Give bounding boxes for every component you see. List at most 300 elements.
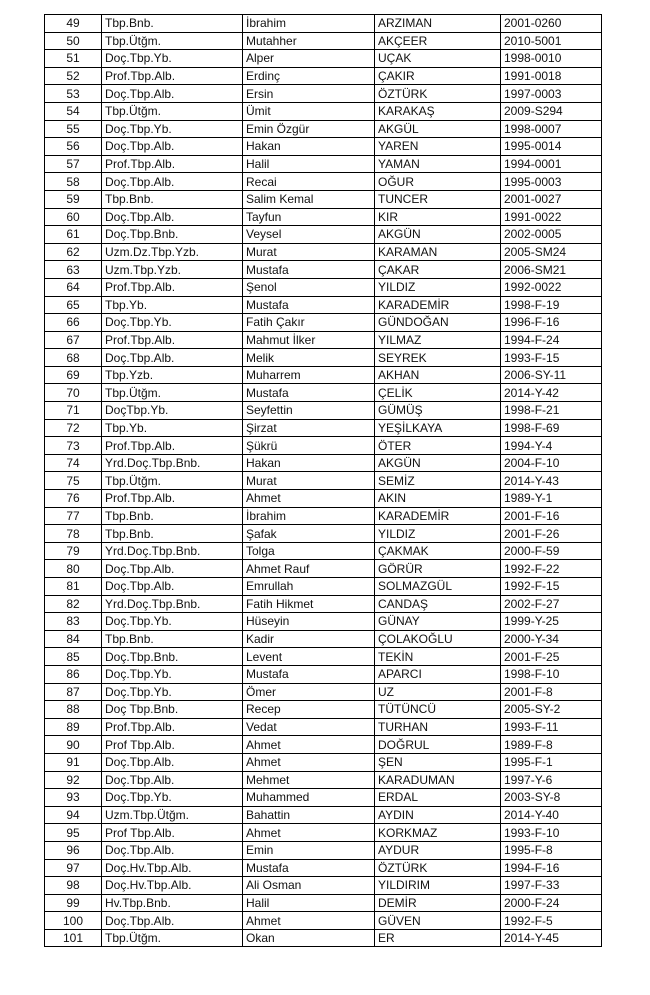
rank-cell: Doç.Tbp.Yb. [102,120,243,138]
table-row [45,841,602,859]
table-row [45,613,602,631]
registry-code-cell: 1994-F-16 [501,859,602,877]
table-row [45,507,602,525]
registry-code-cell: 1998-F-69 [501,419,602,437]
table-row [45,349,602,367]
last-name-cell: ÇELİK [375,384,501,402]
row-number: 57 [45,155,102,173]
row-number: 58 [45,173,102,191]
first-name-cell: Mahmut İlker [243,331,375,349]
registry-code-cell: 1991-0018 [501,67,602,85]
row-number: 54 [45,102,102,120]
last-name-cell: KORKMAZ [375,824,501,842]
table-row [45,437,602,455]
table-row [45,384,602,402]
rank-cell: Doç.Tbp.Yb. [102,613,243,631]
row-number: 56 [45,138,102,156]
registry-code-cell: 2014-Y-43 [501,472,602,490]
registry-code-cell: 1994-0001 [501,155,602,173]
row-number: 88 [45,701,102,719]
last-name-cell: GÜNAY [375,613,501,631]
first-name-cell: Şükrü [243,437,375,455]
registry-code-cell: 1997-Y-6 [501,771,602,789]
row-number: 72 [45,419,102,437]
rank-cell: Yrd.Doç.Tbp.Bnb. [102,542,243,560]
table-row [45,85,602,103]
row-number: 80 [45,560,102,578]
last-name-cell: YEŞİLKAYA [375,419,501,437]
registry-code-cell: 1995-F-8 [501,841,602,859]
table-row [45,877,602,895]
last-name-cell: GÖRÜR [375,560,501,578]
row-number: 86 [45,665,102,683]
row-number: 82 [45,595,102,613]
first-name-cell: Levent [243,648,375,666]
rank-cell: Tbp.Ütğm. [102,32,243,50]
first-name-cell: Ahmet [243,824,375,842]
last-name-cell: ÇAKMAK [375,542,501,560]
table-row [45,560,602,578]
rank-cell: Doç.Tbp.Alb. [102,85,243,103]
last-name-cell: TUNCER [375,190,501,208]
rank-cell: Doç.Tbp.Alb. [102,912,243,930]
last-name-cell: KARADEMİR [375,296,501,314]
registry-code-cell: 1998-F-21 [501,402,602,420]
row-number: 92 [45,771,102,789]
last-name-cell: AKGÜN [375,454,501,472]
rank-cell: Doç.Tbp.Alb. [102,578,243,596]
registry-code-cell: 2000-Y-34 [501,630,602,648]
rank-cell: Prof.Tbp.Alb. [102,155,243,173]
registry-code-cell: 1997-0003 [501,85,602,103]
first-name-cell: Erdinç [243,67,375,85]
row-number: 69 [45,366,102,384]
last-name-cell: ARZIMAN [375,15,501,33]
first-name-cell: Mustafa [243,859,375,877]
first-name-cell: Mustafa [243,296,375,314]
first-name-cell: Recai [243,173,375,191]
registry-code-cell: 1991-0022 [501,208,602,226]
table-row [45,190,602,208]
row-number: 94 [45,806,102,824]
rank-cell: Doç.Tbp.Yb. [102,789,243,807]
first-name-cell: Hakan [243,454,375,472]
registry-code-cell: 2000-F-24 [501,894,602,912]
registry-code-cell: 2003-SY-8 [501,789,602,807]
rank-cell: Prof.Tbp.Alb. [102,331,243,349]
registry-code-cell: 1992-0022 [501,278,602,296]
last-name-cell: ŞEN [375,753,501,771]
rank-cell: Doç.Tbp.Alb. [102,349,243,367]
last-name-cell: DOĞRUL [375,736,501,754]
table-row [45,472,602,490]
first-name-cell: Ahmet [243,753,375,771]
row-number: 81 [45,578,102,596]
table-row [45,331,602,349]
rank-cell: Prof Tbp.Alb. [102,824,243,842]
first-name-cell: Ahmet [243,736,375,754]
table-row [45,753,602,771]
last-name-cell: AYDIN [375,806,501,824]
registry-code-cell: 1998-0010 [501,50,602,68]
row-number: 50 [45,32,102,50]
registry-code-cell: 2001-F-16 [501,507,602,525]
row-number: 93 [45,789,102,807]
last-name-cell: ÖZTÜRK [375,85,501,103]
registry-code-cell: 1992-F-15 [501,578,602,596]
registry-code-cell: 2005-SY-2 [501,701,602,719]
first-name-cell: Hakan [243,138,375,156]
last-name-cell: ÇOLAKOĞLU [375,630,501,648]
table-row [45,278,602,296]
rank-cell: Tbp.Ütğm. [102,929,243,947]
last-name-cell: SEMİZ [375,472,501,490]
row-number: 90 [45,736,102,754]
first-name-cell: Ümit [243,102,375,120]
registry-code-cell: 1992-F-22 [501,560,602,578]
last-name-cell: SEYREK [375,349,501,367]
row-number: 75 [45,472,102,490]
rank-cell: Doç.Tbp.Alb. [102,753,243,771]
first-name-cell: Seyfettin [243,402,375,420]
rank-cell: Prof.Tbp.Alb. [102,718,243,736]
registry-code-cell: 2002-F-27 [501,595,602,613]
rank-cell: Doç.Hv.Tbp.Alb. [102,877,243,895]
last-name-cell: APARCI [375,665,501,683]
registry-code-cell: 2014-Y-42 [501,384,602,402]
row-number: 52 [45,67,102,85]
row-number: 99 [45,894,102,912]
last-name-cell: OĞUR [375,173,501,191]
last-name-cell: AKGÜL [375,120,501,138]
table-row [45,718,602,736]
last-name-cell: KARAKAŞ [375,102,501,120]
rank-cell: Tbp.Ütğm. [102,102,243,120]
row-number: 70 [45,384,102,402]
first-name-cell: Hüseyin [243,613,375,631]
last-name-cell: ÖZTÜRK [375,859,501,877]
table-row [45,683,602,701]
first-name-cell: Salim Kemal [243,190,375,208]
first-name-cell: İbrahim [243,507,375,525]
table-row [45,208,602,226]
rank-cell: Hv.Tbp.Bnb. [102,894,243,912]
first-name-cell: Fatih Çakır [243,314,375,332]
registry-code-cell: 2004-F-10 [501,454,602,472]
rank-cell: Tbp.Bnb. [102,525,243,543]
registry-code-cell: 2001-F-8 [501,683,602,701]
last-name-cell: YAREN [375,138,501,156]
first-name-cell: Tolga [243,542,375,560]
last-name-cell: DEMİR [375,894,501,912]
row-number: 101 [45,929,102,947]
first-name-cell: Kadir [243,630,375,648]
row-number: 83 [45,613,102,631]
table-row [45,314,602,332]
registry-code-cell: 2001-0260 [501,15,602,33]
table-row [45,226,602,244]
row-number: 89 [45,718,102,736]
first-name-cell: Şenol [243,278,375,296]
first-name-cell: Okan [243,929,375,947]
row-number: 51 [45,50,102,68]
rank-cell: Doç.Tbp.Bnb. [102,226,243,244]
last-name-cell: SOLMAZGÜL [375,578,501,596]
first-name-cell: Halil [243,155,375,173]
last-name-cell: ÇAKIR [375,67,501,85]
table-row [45,771,602,789]
first-name-cell: Murat [243,243,375,261]
table-row [45,525,602,543]
personnel-table [44,14,602,947]
last-name-cell: KARADEMİR [375,507,501,525]
row-number: 79 [45,542,102,560]
row-number: 98 [45,877,102,895]
row-number: 97 [45,859,102,877]
rank-cell: Tbp.Yb. [102,296,243,314]
last-name-cell: GÜMÜŞ [375,402,501,420]
first-name-cell: Muharrem [243,366,375,384]
table-row [45,736,602,754]
table-row [45,665,602,683]
rank-cell: Tbp.Ütğm. [102,472,243,490]
registry-code-cell: 1995-0003 [501,173,602,191]
first-name-cell: Ömer [243,683,375,701]
registry-code-cell: 1994-F-24 [501,331,602,349]
registry-code-cell: 1989-Y-1 [501,490,602,508]
first-name-cell: Mustafa [243,261,375,279]
table-row [45,402,602,420]
last-name-cell: YILDIZ [375,278,501,296]
registry-code-cell: 2006-SY-11 [501,366,602,384]
registry-code-cell: 2014-Y-45 [501,929,602,947]
row-number: 77 [45,507,102,525]
rank-cell: Prof.Tbp.Alb. [102,490,243,508]
row-number: 67 [45,331,102,349]
table-row [45,490,602,508]
row-number: 73 [45,437,102,455]
table-row [45,138,602,156]
rank-cell: Doç.Tbp.Bnb. [102,648,243,666]
last-name-cell: AKÇEER [375,32,501,50]
table-row [45,173,602,191]
first-name-cell: Emin Özgür [243,120,375,138]
last-name-cell: TÜTÜNCÜ [375,701,501,719]
rank-cell: Uzm.Tbp.Yzb. [102,261,243,279]
table-row [45,296,602,314]
registry-code-cell: 2006-SM21 [501,261,602,279]
table-row [45,595,602,613]
row-number: 85 [45,648,102,666]
first-name-cell: Mustafa [243,384,375,402]
registry-code-cell: 1997-F-33 [501,877,602,895]
registry-code-cell: 1998-0007 [501,120,602,138]
rank-cell: Tbp.Bnb. [102,190,243,208]
rank-cell: Tbp.Yb. [102,419,243,437]
last-name-cell: KARADUMAN [375,771,501,789]
rank-cell: Yrd.Doç.Tbp.Bnb. [102,454,243,472]
first-name-cell: Tayfun [243,208,375,226]
last-name-cell: TURHAN [375,718,501,736]
table-row [45,542,602,560]
table-row [45,32,602,50]
last-name-cell: KARAMAN [375,243,501,261]
registry-code-cell: 1998-F-19 [501,296,602,314]
registry-code-cell: 2010-5001 [501,32,602,50]
rank-cell: Doç.Hv.Tbp.Alb. [102,859,243,877]
row-number: 91 [45,753,102,771]
table-row [45,50,602,68]
first-name-cell: Mustafa [243,665,375,683]
table-row [45,929,602,947]
rank-cell: Doç.Tbp.Alb. [102,841,243,859]
rank-cell: Prof.Tbp.Alb. [102,278,243,296]
row-number: 74 [45,454,102,472]
last-name-cell: UÇAK [375,50,501,68]
last-name-cell: AKIN [375,490,501,508]
registry-code-cell: 1995-F-1 [501,753,602,771]
registry-code-cell: 1995-0014 [501,138,602,156]
last-name-cell: YILDIZ [375,525,501,543]
row-number: 62 [45,243,102,261]
table-row [45,102,602,120]
row-number: 55 [45,120,102,138]
last-name-cell: AYDUR [375,841,501,859]
last-name-cell: CANDAŞ [375,595,501,613]
rank-cell: Uzm.Tbp.Ütğm. [102,806,243,824]
row-number: 61 [45,226,102,244]
table-row [45,243,602,261]
first-name-cell: Melik [243,349,375,367]
rank-cell: Tbp.Bnb. [102,507,243,525]
first-name-cell: Veysel [243,226,375,244]
last-name-cell: YILMAZ [375,331,501,349]
row-number: 63 [45,261,102,279]
last-name-cell: ERDAL [375,789,501,807]
rank-cell: DoçTbp.Yb. [102,402,243,420]
rank-cell: Tbp.Ütğm. [102,384,243,402]
row-number: 64 [45,278,102,296]
last-name-cell: YAMAN [375,155,501,173]
rank-cell: Uzm.Dz.Tbp.Yzb. [102,243,243,261]
registry-code-cell: 2009-S294 [501,102,602,120]
last-name-cell: AKGÜN [375,226,501,244]
first-name-cell: Ahmet [243,490,375,508]
registry-code-cell: 2001-0027 [501,190,602,208]
rank-cell: Doç.Tbp.Yb. [102,683,243,701]
first-name-cell: Ahmet [243,912,375,930]
table-row [45,15,602,33]
first-name-cell: Mehmet [243,771,375,789]
first-name-cell: Fatih Hikmet [243,595,375,613]
first-name-cell: İbrahim [243,15,375,33]
row-number: 71 [45,402,102,420]
registry-code-cell: 2001-F-26 [501,525,602,543]
table-row [45,912,602,930]
table-row [45,630,602,648]
first-name-cell: Emrullah [243,578,375,596]
rank-cell: Doç.Tbp.Alb. [102,771,243,789]
table-row [45,859,602,877]
row-number: 76 [45,490,102,508]
first-name-cell: Emin [243,841,375,859]
table-row [45,894,602,912]
registry-code-cell: 2014-Y-40 [501,806,602,824]
table-row [45,701,602,719]
registry-code-cell: 1999-Y-25 [501,613,602,631]
last-name-cell: KIR [375,208,501,226]
table-row [45,261,602,279]
last-name-cell: ÇAKAR [375,261,501,279]
first-name-cell: Mutahher [243,32,375,50]
row-number: 84 [45,630,102,648]
row-number: 96 [45,841,102,859]
rank-cell: Prof Tbp.Alb. [102,736,243,754]
row-number: 49 [45,15,102,33]
table-row [45,67,602,85]
registry-code-cell: 1998-F-10 [501,665,602,683]
first-name-cell: Şafak [243,525,375,543]
registry-code-cell: 1993-F-11 [501,718,602,736]
personnel-table-body [45,15,602,947]
table-row [45,366,602,384]
first-name-cell: Vedat [243,718,375,736]
row-number: 78 [45,525,102,543]
first-name-cell: Murat [243,472,375,490]
rank-cell: Doç Tbp.Bnb. [102,701,243,719]
row-number: 53 [45,85,102,103]
rank-cell: Tbp.Bnb. [102,630,243,648]
row-number: 59 [45,190,102,208]
table-row [45,120,602,138]
rank-cell: Prof.Tbp.Alb. [102,437,243,455]
first-name-cell: Ersin [243,85,375,103]
rank-cell: Doç.Tbp.Alb. [102,560,243,578]
rank-cell: Doç.Tbp.Yb. [102,314,243,332]
registry-code-cell: 1993-F-15 [501,349,602,367]
rank-cell: Prof.Tbp.Alb. [102,67,243,85]
rank-cell: Doç.Tbp.Alb. [102,208,243,226]
row-number: 60 [45,208,102,226]
table-row [45,454,602,472]
table-row [45,578,602,596]
registry-code-cell: 1992-F-5 [501,912,602,930]
table-row [45,806,602,824]
last-name-cell: GÜVEN [375,912,501,930]
first-name-cell: Ali Osman [243,877,375,895]
first-name-cell: Muhammed [243,789,375,807]
first-name-cell: Bahattin [243,806,375,824]
registry-code-cell: 1993-F-10 [501,824,602,842]
rank-cell: Doç.Tbp.Alb. [102,173,243,191]
first-name-cell: Recep [243,701,375,719]
table-row [45,419,602,437]
table-row [45,824,602,842]
last-name-cell: ER [375,929,501,947]
last-name-cell: ÖTER [375,437,501,455]
registry-code-cell: 2005-SM24 [501,243,602,261]
row-number: 68 [45,349,102,367]
registry-code-cell: 2001-F-25 [501,648,602,666]
rank-cell: Yrd.Doç.Tbp.Bnb. [102,595,243,613]
table-row [45,155,602,173]
table-row [45,648,602,666]
last-name-cell: YILDIRIM [375,877,501,895]
registry-code-cell: 2002-0005 [501,226,602,244]
rank-cell: Doç.Tbp.Yb. [102,665,243,683]
last-name-cell: TEKİN [375,648,501,666]
table-row [45,789,602,807]
